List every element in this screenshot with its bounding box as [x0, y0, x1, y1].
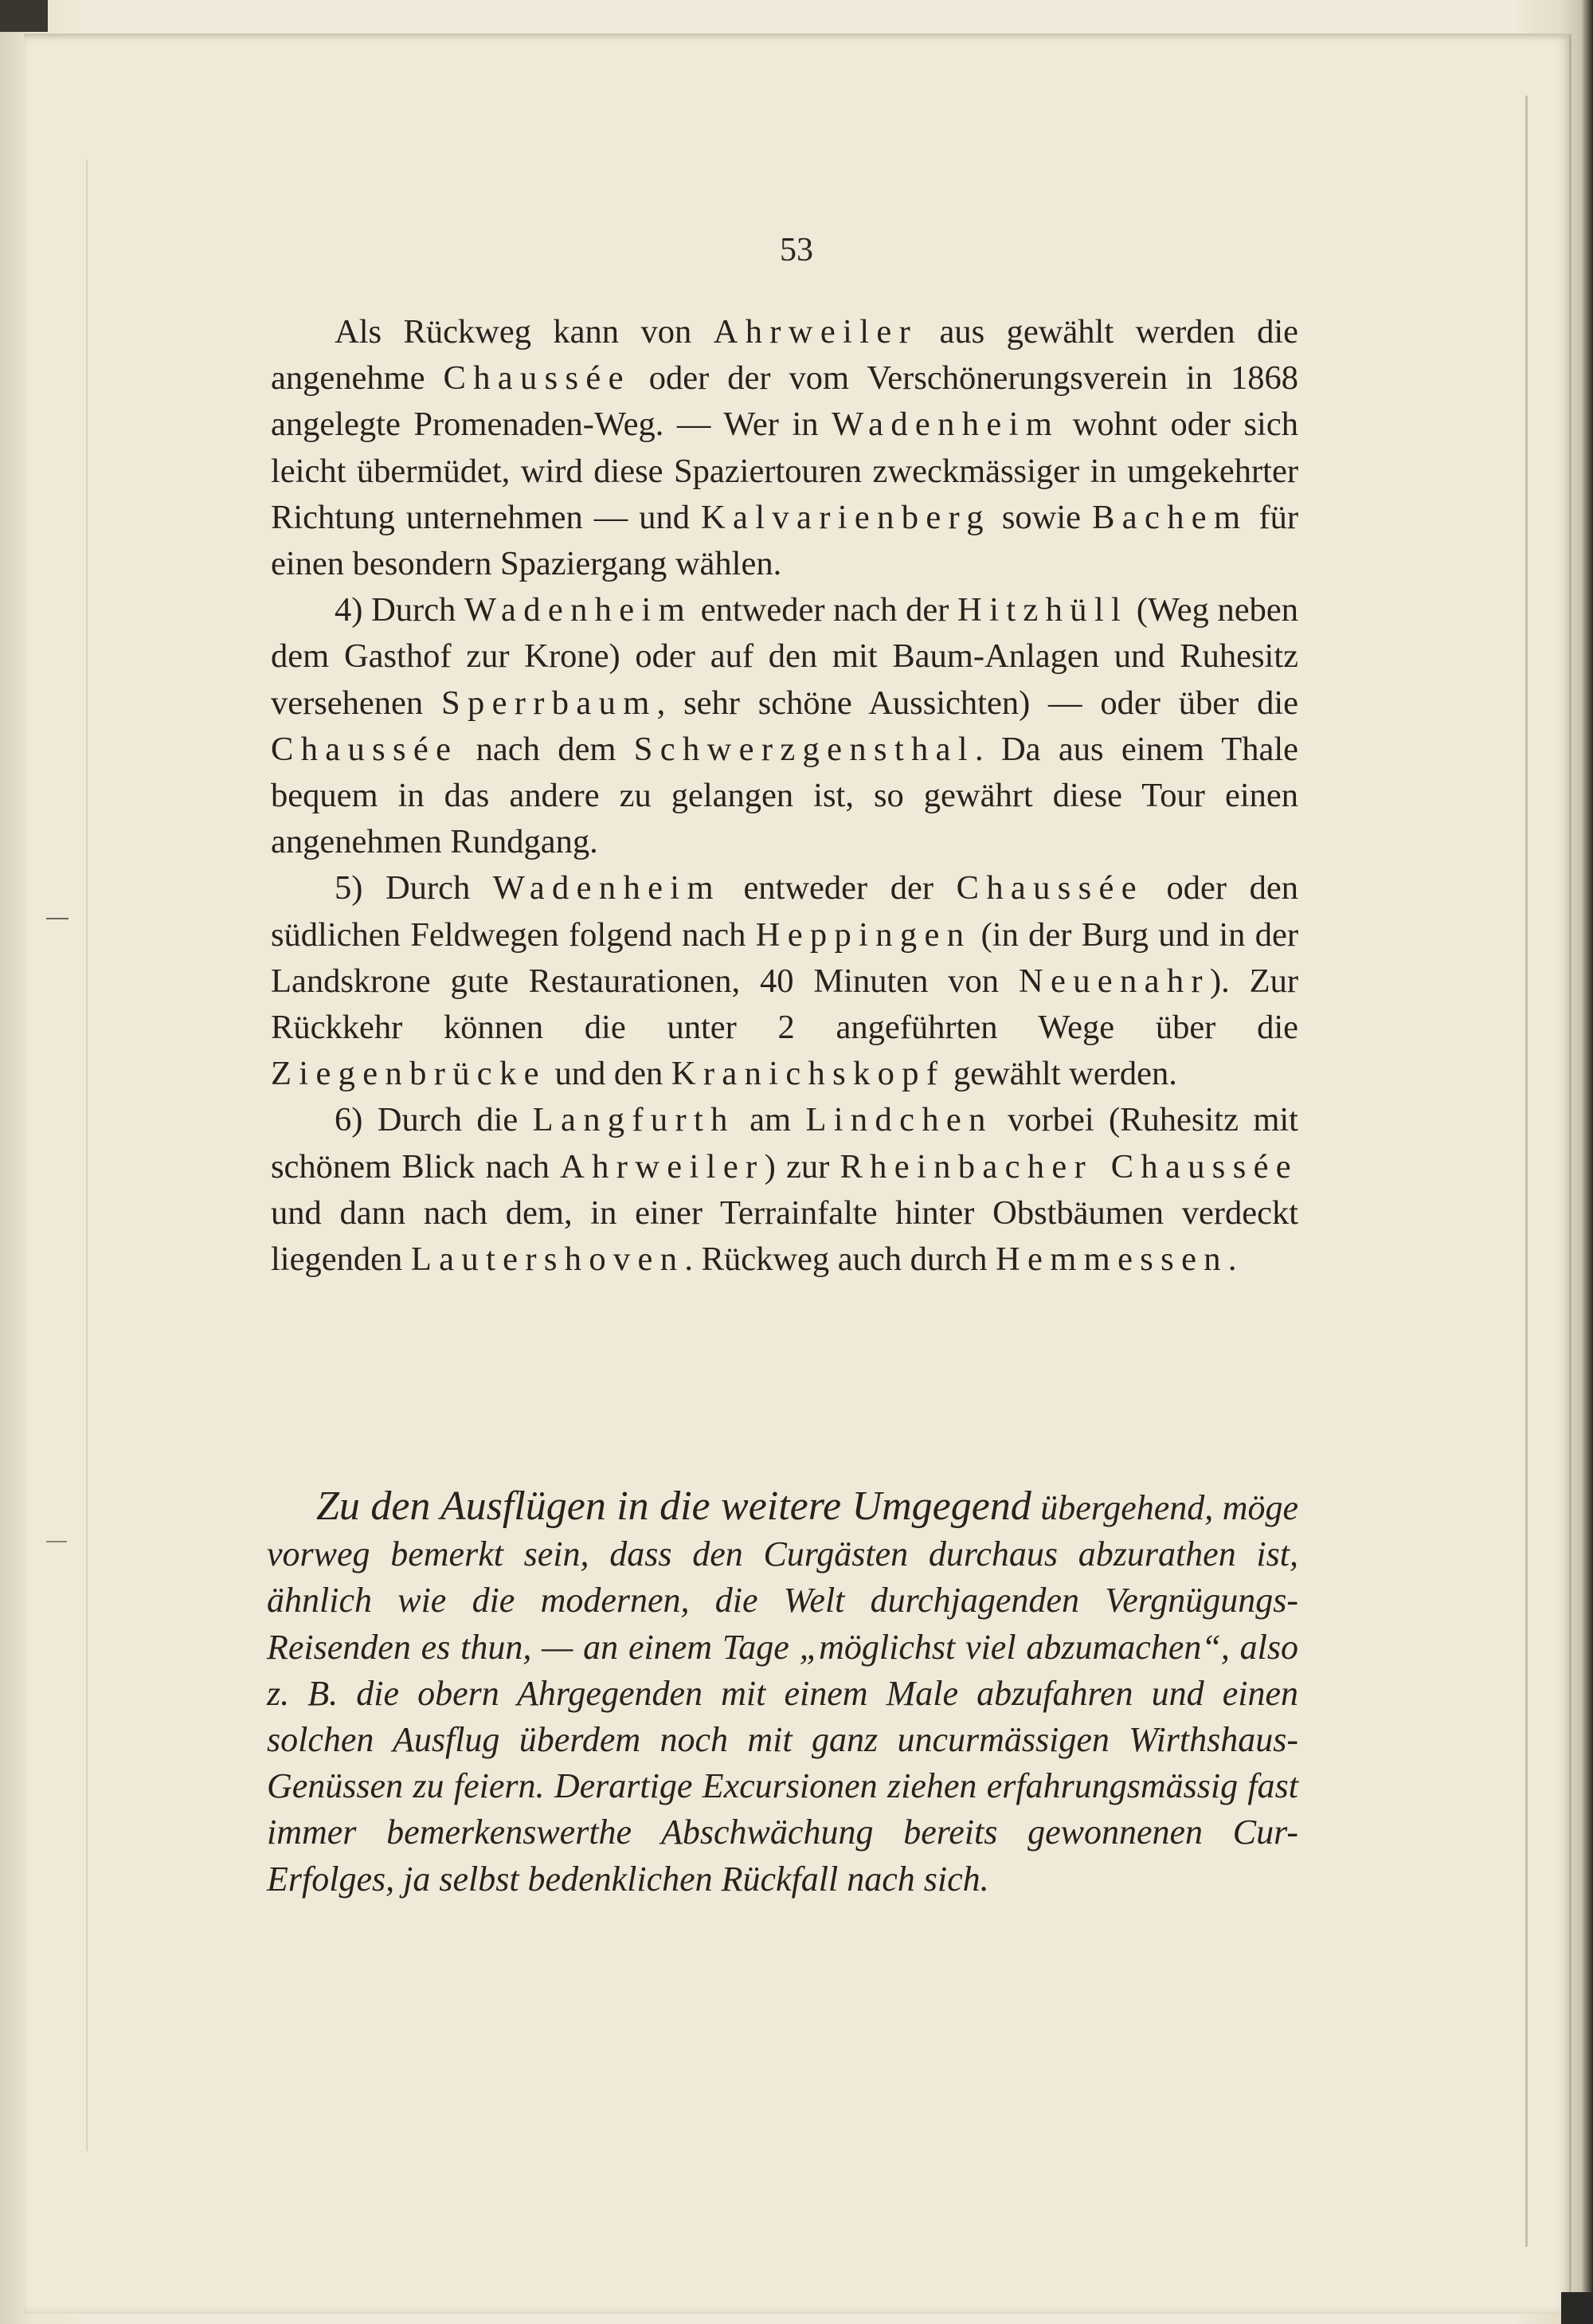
- text-run: 6) Durch die: [335, 1101, 533, 1139]
- text-run: vorbei (Ruhesitz mit schönem Blick nach: [271, 1101, 1298, 1186]
- text-run: ) zur: [764, 1147, 840, 1186]
- text-run: .: [1227, 1240, 1237, 1279]
- margin-mark: [46, 1541, 67, 1542]
- page-edge-shadow: [86, 159, 88, 2151]
- place-name: Ziegenbrücke: [271, 1055, 546, 1093]
- text-run: und dann nach dem, in einer Terrainfalte hinter Obstbäumen verdeckt liegenden: [271, 1193, 1298, 1279]
- place-name: Sperrbaum: [440, 684, 657, 722]
- place-name: Hemmessen: [996, 1240, 1228, 1279]
- text-run: , sehr schöne Aussichten) — oder über die: [656, 684, 1298, 722]
- place-name: Chaussée: [271, 730, 459, 768]
- place-name: Wadenheim: [464, 591, 693, 629]
- text-run: 5) Durch: [335, 869, 493, 907]
- text-run: aus gewählt werden die angenehme: [271, 313, 1299, 398]
- place-name: Hitzhüll: [957, 591, 1129, 629]
- scan-corner: [1561, 2292, 1593, 2324]
- paragraph-route-6: [271, 1097, 1298, 1283]
- place-name: Schwerzgensthal: [633, 730, 975, 768]
- note-paragraph: [267, 1483, 1298, 1903]
- place-name: Heppingen: [755, 915, 972, 954]
- scan-corner: [0, 0, 48, 32]
- page-gutter-shadow: [1525, 96, 1528, 2247]
- text-run: (Weg neben dem Gasthof zur Krone) oder auf den mit Baum-Anlagen und Ruhesitz versehenen: [271, 591, 1298, 722]
- paragraph-return-route: [271, 309, 1298, 587]
- place-name: Wadenheim: [832, 406, 1060, 444]
- text-run: ). Zur Rückkehr können die unter 2 angeführten Wege über die: [271, 962, 1298, 1047]
- note-text: übergehend, möge vorweg bemerkt sein, dass den Curgästen durchaus abzurathen ist, ähnlich wie die modernen, die Welt durchjagenden Vergnügungs-Reisenden es thun, — an einem Tage „möglichst viel abzumachen“, also z. B. die obern Ahrgegenden mit einem Male abzufahren und einen solchen Ausflug überdem noch mit ganz uncurmässigen Wirthshaus-Genüssen zu feiern. Derartige Excursionen ziehen erfahrungsmässig fast immer bemerkenswerthe Abschwächung bereits gewonnenen Cur-Erfolges, ja selbst bedenklichen Rückfall nach sich.: [267, 1488, 1298, 1899]
- text-run: 4) Durch: [335, 591, 464, 629]
- text-run: entweder nach der: [692, 591, 958, 629]
- place-name: Lautershoven: [410, 1240, 685, 1279]
- text-run: . Da aus einem Thale bequem in das andere zu gelangen ist, so gewährt diese Tour einen angenehmen Rundgang.: [271, 730, 1299, 861]
- excursion-advice-note: [267, 1483, 1298, 1903]
- place-name: Ahrweiler: [713, 313, 918, 351]
- text-run: . Rückweg auch durch: [684, 1240, 996, 1279]
- paragraph-route-5: [271, 865, 1298, 1097]
- text-run: (in der Burg und in der Landskrone gute Restaurationen, 40 Minuten von: [271, 915, 1298, 1000]
- place-name: Kranichskopf: [671, 1055, 945, 1093]
- place-name: Chaussée: [443, 359, 631, 398]
- text-run: sowie: [990, 498, 1093, 536]
- place-name: Lindchen: [805, 1101, 993, 1139]
- place-name: Chaussée: [956, 869, 1144, 907]
- text-run: Als Rückweg kann von: [335, 313, 714, 351]
- paragraph-route-4: [271, 587, 1298, 865]
- place-name: Rheinbacher Chaussée: [840, 1147, 1299, 1186]
- text-run: wohnt oder sich leicht übermüdet, wird diese Spaziertouren zweckmässiger in umgekehrter Richtung unternehmen — und: [271, 406, 1298, 536]
- text-run: entweder der: [720, 869, 957, 907]
- place-name: Ahrweiler: [560, 1147, 765, 1186]
- text-run: oder der vom Verschönerungsverein in 1868 angelegte Promenaden-Weg. — Wer in: [271, 359, 1298, 444]
- margin-mark: [46, 918, 68, 919]
- text-run: nach dem: [458, 730, 634, 768]
- note-lead-phrase: Zu den Ausflügen in die weitere Umgegend: [316, 1483, 1031, 1529]
- body-text: [271, 309, 1298, 1283]
- place-name: Kalvarienberg: [701, 498, 991, 536]
- page-number: 53: [780, 232, 813, 268]
- place-name: Wadenheim: [492, 869, 721, 907]
- place-name: Langfurth: [532, 1101, 735, 1139]
- place-name: Neuenahr: [1018, 962, 1210, 1000]
- text-run: gewählt werden.: [945, 1055, 1177, 1093]
- text-run: für einen besondern Spaziergang wählen.: [271, 498, 1299, 583]
- text-run: oder den südlichen Feldwegen folgend nach: [271, 869, 1298, 954]
- text-run: und den: [546, 1055, 671, 1093]
- text-run: am: [734, 1101, 806, 1139]
- place-name: Bachem: [1092, 498, 1248, 536]
